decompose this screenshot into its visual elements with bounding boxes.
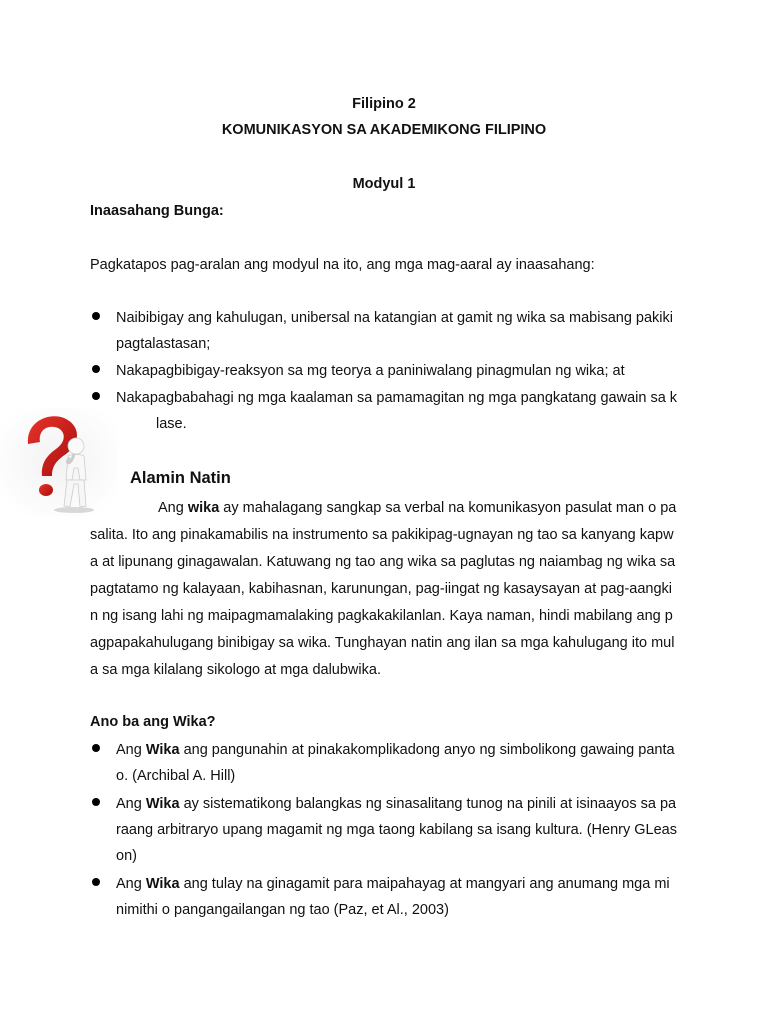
text-run: ang pangunahin at pinakakomplikadong anyo ng simbolikong gawaing panta [179,742,675,758]
definition-item-cont: nimithi o pangangailangan ng tao (Paz, et Al., 2003) [116,902,449,918]
objective-item: Naibibigay ang kahulugan, unibersal na katangian at gamit ng wika sa mabisang pakiki [116,310,673,326]
bold-term: Wika [145,876,180,892]
text-run: ang tulay na ginagamit para maipahayag at mangyari ang anumang mga mi [179,876,670,892]
module-label: Modyul 1 [352,176,416,192]
alamin-heading: Alamin Natin [130,469,231,487]
paragraph-line: n ng isang lahi ng maipagmamalaking pagkakakilanlan. Kaya naman, hindi mabilang ang p [90,608,673,624]
text-run: Ang [116,796,146,812]
objective-item: Nakapagbibigay-reaksyon sa mg teorya a paniniwalang pinagmulan ng wika; at [116,363,625,379]
text-run: ay mahalagang sangkap sa verbal na komunikasyon pasulat man o pa [219,500,677,516]
definition-item-cont: o. (Archibal A. Hill) [116,768,236,784]
bold-term: Wika [145,796,180,812]
course-title: Filipino 2 [352,96,416,112]
bold-term: wika [187,500,220,516]
paragraph-line: a at lipunang ginagawalan. Katuwang ng tao ang wika sa paglutas ng naiambag ng wika sa [90,554,676,570]
wika-heading: Ano ba ang Wika? [90,714,216,730]
paragraph-line: salita. Ito ang pinakamabilis na instrumento sa pakikipag-ugnayan ng tao sa kanyang kapw [90,527,674,543]
paragraph-line: pagtatamo ng kalayaan, kabihasnan, karunungan, pag-iingat ng kasaysayan at pag-aangki [90,581,673,597]
text-run: Ang [158,500,188,516]
bullet-icon [92,312,100,320]
paragraph-line: agpapakahulugang binibigay sa wika. Tunghayan natin ang ilan sa mga kahulugang ito mul [90,635,675,651]
objective-item: Nakapagbabahagi ng mga kaalaman sa pamamagitan ng mga pangkatang gawain sa k [116,390,678,406]
definition-item [116,740,675,760]
text-run: ay sistematikong balangkas ng sinasalitang tunog na pinili at isinaayos sa pa [179,796,677,812]
expected-intro: Pagkatapos pag-aralan ang modyul na ito, ang mga mag-aaral ay inaasahang: [90,257,595,273]
definition-item-cont: on) [116,848,137,864]
bold-term: Wika [145,742,180,758]
paragraph-line [158,498,676,518]
expected-heading: Inaasahang Bunga: [90,203,224,219]
bullet-icon [92,365,100,373]
bullet-icon [92,878,100,886]
bullet-icon [92,392,100,400]
text-run: Ang [116,876,146,892]
paragraph-line: a sa mga kilalang sikologo at mga dalubwika. [90,662,381,678]
definition-item [116,874,670,894]
bullet-icon [92,798,100,806]
question-mark-figure-icon [0,408,118,516]
definition-item [116,794,676,814]
objective-item-cont: lase. [156,416,187,432]
objective-item-cont: pagtalastasan; [116,336,211,352]
bullet-icon [92,744,100,752]
text-run: Ang [116,742,146,758]
document-title: KOMUNIKASYON SA AKADEMIKONG FILIPINO [221,122,547,138]
definition-item-cont: raang arbitraryo upang magamit ng mga taong kabilang sa isang kultura. (Henry GLeas [116,822,677,838]
